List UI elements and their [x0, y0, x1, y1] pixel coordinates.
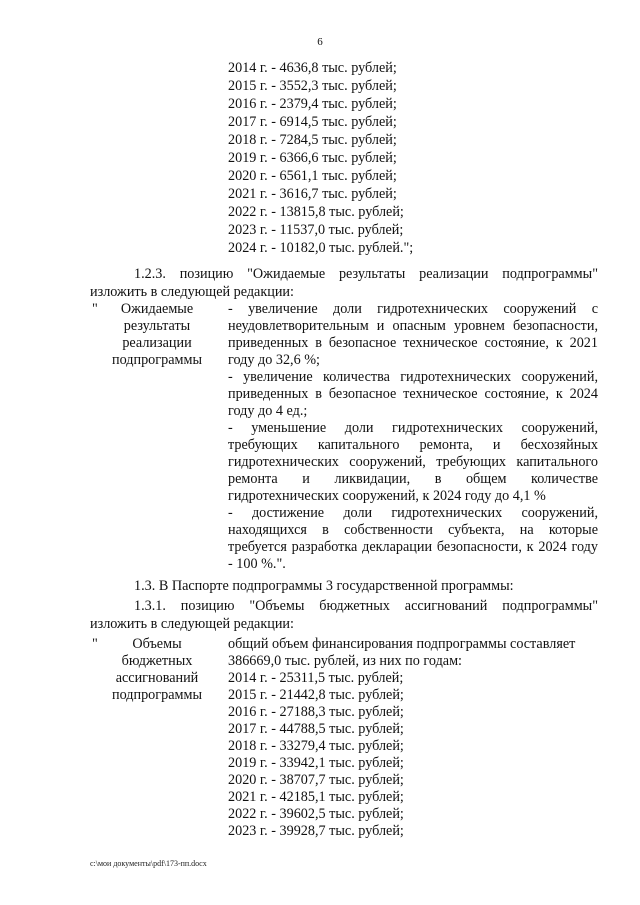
result-item: - уменьшение доли гидротехнических сооружений, требующих капитального ремонта, и бесхозяйных гидротехнических сооружений, требующих капитального ремонта и ликвидации, в общем количестве гидротехнических сооружений, к 2024 году до 4,1 %	[228, 420, 598, 504]
budget-year-line: 2014 г. - 25311,5 тыс. рублей;	[228, 670, 404, 686]
section-1-3-1-heading: 1.3.1. позицию "Объемы бюджетных ассигнований подпрограммы"	[134, 598, 598, 614]
year-amount-line: 2020 г. - 6561,1 тыс. рублей;	[228, 168, 397, 184]
budget-total-line: общий объем финансирования подпрограммы составляет	[228, 636, 576, 652]
budget-year-line: 2015 г. - 21442,8 тыс. рублей;	[228, 687, 404, 703]
section-1-2-3-heading: 1.2.3. позицию "Ожидаемые результаты реализации подпрограммы"	[134, 266, 598, 282]
budget-year-line: 2017 г. - 44788,5 тыс. рублей;	[228, 721, 404, 737]
opening-quote: "	[92, 636, 98, 652]
budget-year-line: 2023 г. - 39928,7 тыс. рублей;	[228, 823, 404, 839]
year-amount-line: 2015 г. - 3552,3 тыс. рублей;	[228, 78, 397, 94]
year-amount-line: 2022 г. - 13815,8 тыс. рублей;	[228, 204, 404, 220]
budget-year-line: 2020 г. - 38707,7 тыс. рублей;	[228, 772, 404, 788]
result-item: - увеличение доли гидротехнических сооружений с неудовлетворительным и опасным уровнем безопасности, приведенных в безопасное техническое состояние, к 2021 году до 32,6 %;	[228, 301, 598, 368]
year-amount-line: 2019 г. - 6366,6 тыс. рублей;	[228, 150, 397, 166]
year-amount-line: 2017 г. - 6914,5 тыс. рублей;	[228, 114, 397, 130]
page-number: 6	[317, 36, 323, 48]
budget-content	[228, 636, 598, 840]
year-amount-line: 2016 г. - 2379,4 тыс. рублей;	[228, 96, 397, 112]
year-amount-line: 2023 г. - 11537,0 тыс. рублей;	[228, 222, 404, 238]
budget-year-line: 2019 г. - 33942,1 тыс. рублей;	[228, 755, 404, 771]
budget-total-line: 386669,0 тыс. рублей, из них по годам:	[228, 653, 463, 669]
budget-year-line: 2021 г. - 42185,1 тыс. рублей;	[228, 789, 404, 805]
footer-file-path: c:\мои документы\pdf\173-пп.docx	[90, 859, 207, 868]
budget-year-line: 2022 г. - 39602,5 тыс. рублей;	[228, 806, 404, 822]
year-amount-line: 2021 г. - 3616,7 тыс. рублей;	[228, 186, 397, 202]
result-item: - увеличение количества гидротехнических сооружений, приведенных в безопасное техническое состояние, к 2024 году до 4 ед.;	[228, 369, 598, 419]
year-amount-line: 2024 г. - 10182,0 тыс. рублей.";	[228, 240, 414, 256]
results-label-cell	[92, 301, 222, 369]
budget-year-line: 2018 г. - 33279,4 тыс. рублей;	[228, 738, 404, 754]
section-1-2-3-instruction: изложить в следующей редакции:	[90, 284, 294, 300]
results-content	[228, 301, 598, 573]
opening-quote: "	[92, 301, 98, 317]
year-amount-line: 2018 г. - 7284,5 тыс. рублей;	[228, 132, 397, 148]
year-amount-line: 2014 г. - 4636,8 тыс. рублей;	[228, 60, 397, 76]
budget-label-cell	[92, 636, 222, 704]
section-1-3-heading: 1.3. В Паспорте подпрограммы 3 государственной программы:	[134, 578, 514, 594]
results-label: Ожидаемые результаты реализации подпрограммы	[112, 301, 202, 368]
budget-label: Объемы бюджетных ассигнований подпрограммы	[112, 636, 202, 703]
section-1-3-1-instruction: изложить в следующей редакции:	[90, 616, 294, 632]
budget-year-line: 2016 г. - 27188,3 тыс. рублей;	[228, 704, 404, 720]
result-item: - достижение доли гидротехнических сооружений, находящихся в собственности субъекта, на которые требуется разработка декларации безопасности, к 2024 году - 100 %.".	[228, 505, 598, 572]
